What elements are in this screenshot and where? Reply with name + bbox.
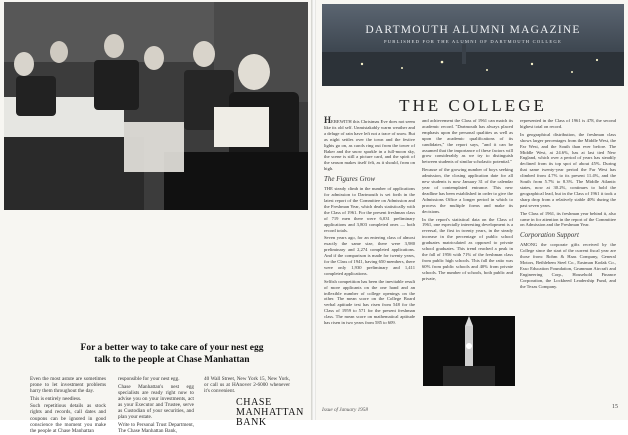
- paragraph: THE steady climb in the number of applications for admission to Dartmouth is set forth in the latest report of the Committee on Admission and the Freshman Year, which deals statistically with the Class of 1961. For the present freshman class of 719 men there were 6,031 preliminary applications and 3,803 completed ones — both record totals.: [324, 186, 415, 233]
- paragraph: Write to Personal Trust Department, The Chase Manhattan Bank,: [118, 421, 194, 434]
- logo-line: MANHATTAN: [236, 407, 304, 418]
- article-column-3: [520, 118, 616, 292]
- ad-headline-line-1: For a better way to take care of your nest egg: [80, 343, 264, 353]
- magazine-title: DARTMOUTH ALUMNI MAGAZINE: [365, 24, 581, 36]
- page-number: 15: [612, 404, 618, 410]
- magazine-subtitle: PUBLISHED FOR THE ALUMNI OF DARTMOUTH COLLEGE: [384, 39, 562, 44]
- ad-text-column-3: [204, 376, 290, 396]
- drop-cap: H: [324, 115, 332, 125]
- intro-paragraph: [324, 115, 415, 172]
- paragraph: This is entirely needless.: [30, 395, 82, 402]
- paragraph: 40 Wall Street, New York 15, New York, or call us at HAnover 2-6000 whenever it's convenient.: [204, 376, 290, 395]
- paragraph: responsible for your nest egg.: [118, 376, 180, 382]
- ad-headline-line-2: talk to the people at Chase Manhattan: [94, 355, 250, 365]
- ad-photo-men-reading: [4, 2, 308, 210]
- paragraph: and achievement the Class of 1961 can match its academic record. "Dartmouth has always placed emphasis upon the personal qualities as well as upon the academic qualifications of its candidates," the report says, "and it can be assumed that the importance of these factors will grow considerably as we try to distinguish between students of similar scholastic potential.": [422, 118, 513, 165]
- paragraph: Because of the growing number of boys seeking admission, the closing application date for all new students is now January 31 of the calendar year of contemplated entrance. This new deadline has been established in order to give the Admissions Office a longer period in which to process the multiple forms and make its decisions.: [422, 167, 513, 214]
- ad-headline: [52, 342, 292, 366]
- paragraph: represented in the Class of 1961 is 478, the second highest total on record.: [520, 118, 616, 129]
- masthead-banner: [322, 4, 624, 86]
- paragraph: Chase Manhattan's nest egg specialists are ready right now to advise you on your investments, act as your Executor and Trustee, serve as Custodian of your securities, and plan your estate.: [118, 383, 194, 421]
- chase-manhattan-logo: [236, 398, 306, 428]
- logo-line: CHASE: [236, 397, 272, 408]
- paragraph: The Class of 1961, its freshman year behind it, also came in for attention in the report of the Committee on Admission and the Freshman Year.: [520, 210, 616, 228]
- paragraph: Selfish competition has been the inevitable result of more applicants on the one hand and an inflexible number of college openings on the other. The mean score on the College Board verbal aptitude test has risen from 548 for the Class of 1959 to 571 for the present freshman class. The mean score on mathematical aptitude has risen in two years from 585 to 609.: [324, 278, 415, 326]
- intro-text: EREWITH this Christmas Eve does not seem like its old self. Unmistakably warm weather and a deluge of rain have left not a trace of snow. But as night settles over the town and the festive lights go on, as carols ring out from the tower of Baker and the snow sparkle in a full-moon sky, the scene is still a picture card, and the spirit of the season makes itself felt, as it should, from on high.: [324, 119, 415, 172]
- ad-text-column-2: [118, 376, 194, 435]
- subhead-figures-grow: The Figures Grow: [324, 175, 376, 184]
- baker-tower-night-photo: [423, 316, 515, 386]
- paragraph: Even the most astute are sometimes prone to let investment problems harry them throughout the day.: [30, 376, 106, 395]
- paragraph: Such repetitious details as stock rights and records, call dates and coupons can be ignored in good conscience the moment you make the people at Chase Manhattan: [30, 403, 106, 434]
- paragraph: AMONG the corporate gifts received by the College since the start of the current fiscal year are those from: Rohm & Haas Company, General Motors, Bethlehem Steel Co., Eastman Kodak Co., Esso Education Foundation, Grumman Aircraft and Engineering Corp., Household Finance Corporation, the Lockheed Leadership Fund, and the Texas Company.: [520, 242, 616, 289]
- paragraph: Seven years ago, for an entering class of almost exactly the same size, there were 3,980 preliminary and 2,274 completed applications. And if the comparison is made for twenty years, for the Class of 1941, having 650 members, there were only 1,930 preliminary and 1,411 completed applications.: [324, 235, 415, 276]
- section-title: THE COLLEGE: [399, 96, 547, 115]
- ad-text-column-1: [30, 376, 106, 435]
- logo-line: BANK: [236, 417, 267, 428]
- article-column-1: [324, 115, 415, 328]
- subhead-corporation-support: Corporation Support: [520, 231, 579, 240]
- article-column-2: [422, 118, 513, 283]
- issue-date-line: Issue of January 1958: [322, 407, 368, 413]
- paragraph: In geographical distribution, the freshman class shows larger percentages from the Middle West, the Far West, and the South than ever before. The Middle West, at 24.6%, has at last tied New England, which over a period of years has steadily declined from its top spot of about 45%. During that same twenty-year period the Far West has climbed from 4.7% to its present 11.4%, and the South from 5.7% to 8.3%. The Middle Atlantic states, now at 30.2%, continues to hold the geographical lead, but in the Class of 1961 it took a sharp drop from a relatively stable 40% during the past seven years.: [520, 131, 616, 208]
- paragraph: In the report's statistical data on the Class of 1961, one especially interesting development is a reversal, the first in twenty years, in the steady increase in the percentage of public school graduates matriculated as opposed to private school graduates. This trend reached a peak in the fall of 1956 with 71% of the freshman class from public high schools. This fall the ratio was 60% from public schools and 40% from private schools. The number of schools, both public and private,: [422, 216, 513, 281]
